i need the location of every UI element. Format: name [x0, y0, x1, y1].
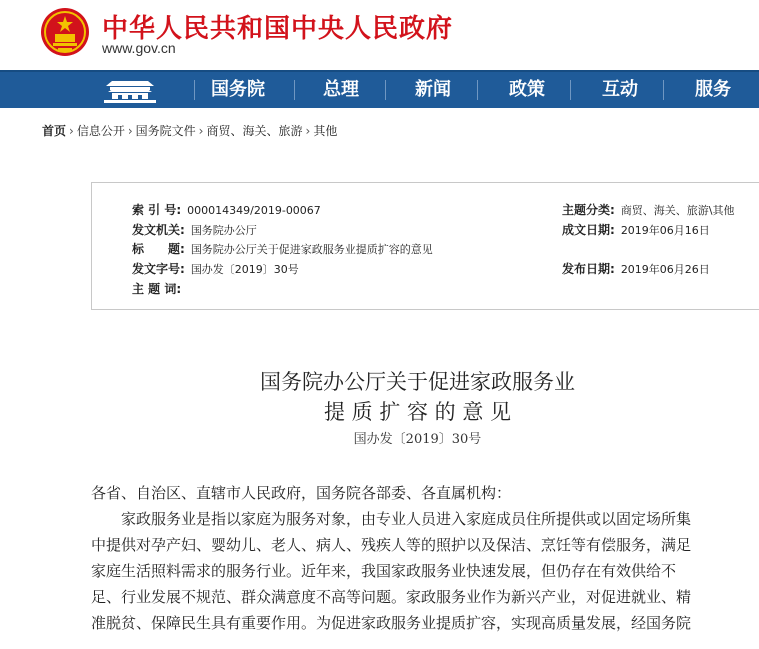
breadcrumb: [42, 122, 337, 139]
national-emblem-icon[interactable]: [40, 6, 90, 58]
date-written-value: 2019年06月16日: [620, 224, 710, 237]
site-url[interactable]: www.gov.cn: [102, 40, 176, 56]
gate-tower-icon[interactable]: [100, 78, 160, 104]
info-row-keywords: [132, 280, 187, 297]
info-row-date-written: [562, 221, 710, 238]
date-written-label: 成文日期:: [562, 223, 615, 237]
document-number: 国办发〔2019〕30号: [353, 432, 482, 447]
nav-item-premier[interactable]: 总理: [323, 79, 359, 100]
info-row-doc-number: [132, 260, 299, 277]
doc-number-label: 发文字号:: [132, 262, 185, 276]
site-header: [0, 0, 759, 70]
breadcrumb-commerce-customs-tourism[interactable]: 商贸、海关、旅游: [206, 124, 303, 138]
document-title-line-1: 国务院办公厅关于促进家政服务业: [260, 370, 575, 394]
breadcrumb-separator: ›: [69, 124, 74, 138]
keywords-label: 主 题 词:: [132, 282, 182, 296]
topic-value: 商贸、海关、旅游\其他: [620, 204, 735, 217]
doc-number-value: 国办发〔2019〕30号: [190, 263, 299, 276]
issuer-label: 发文机关:: [132, 223, 185, 237]
breadcrumb-separator: ›: [305, 124, 311, 138]
nav-divider: [570, 80, 571, 100]
breadcrumb-separator: ›: [127, 124, 133, 138]
nav-item-interaction[interactable]: 互动: [602, 79, 638, 100]
nav-item-news[interactable]: 新闻: [415, 79, 451, 100]
pub-date-value: 2019年06月26日: [620, 263, 710, 276]
main-nav: [0, 70, 759, 108]
breadcrumb-separator: ›: [198, 124, 204, 138]
info-row-index: [132, 201, 321, 218]
salutation: 各省、自治区、直辖市人民政府，国务院各部委、各直属机构：: [91, 484, 512, 502]
info-row-pub-date: [562, 260, 710, 277]
paragraph-line: 中提供对孕产妇、婴幼儿、老人、病人、残疾人等的照护以及保洁、烹饪等有偿服务，满足: [91, 536, 692, 554]
paragraph-line: 家政服务业是指以家庭为服务对象，由专业人员进入家庭成员住所提供或以固定场所集: [91, 510, 692, 528]
site-title[interactable]: 中华人民共和国中央人民政府: [102, 14, 454, 44]
index-value: 000014349/2019-00067: [187, 204, 321, 217]
info-row-issuer: [132, 221, 257, 238]
paragraph-line: 足、行业发展不规范、群众满意度不高等问题。家政服务业作为新兴产业，对促进就业、精: [91, 588, 692, 606]
paragraph-line: 家庭生活照料需求的服务行业。近年来，我国家政服务业快速发展，但仍存在有效供给不: [91, 562, 677, 580]
breadcrumb-other[interactable]: 其他: [313, 124, 338, 138]
title-value: 国务院办公厅关于促进家政服务业提质扩容的意见: [190, 243, 433, 256]
breadcrumb-home[interactable]: 首页: [42, 124, 67, 138]
info-row-topic: [562, 201, 735, 218]
index-label: 索 引 号:: [132, 203, 182, 217]
topic-label: 主题分类:: [562, 203, 615, 217]
nav-divider: [385, 80, 386, 100]
document-body: [91, 480, 751, 636]
nav-divider: [663, 80, 664, 100]
paragraph-line: 准脱贫、保障民生具有重要作用。为促进家政服务业提质扩容，实现高质量发展，经国务院: [91, 614, 692, 632]
nav-divider: [477, 80, 478, 100]
info-row-title: [132, 240, 433, 257]
document-info-table: [91, 182, 759, 310]
issuer-value: 国务院办公厅: [190, 224, 257, 237]
nav-divider: [294, 80, 295, 100]
nav-item-policy[interactable]: 政策: [509, 79, 545, 100]
breadcrumb-state-council-docs[interactable]: 国务院文件: [135, 124, 196, 138]
title-label: 标 题:: [132, 242, 185, 256]
document-title-line-2: 提 质 扩 容 的 意 见: [323, 400, 512, 424]
breadcrumb-info-disclosure[interactable]: 信息公开: [76, 124, 125, 138]
pub-date-label: 发布日期:: [562, 262, 615, 276]
nav-item-state-council[interactable]: 国务院: [211, 79, 265, 100]
nav-item-services[interactable]: 服务: [695, 79, 731, 100]
